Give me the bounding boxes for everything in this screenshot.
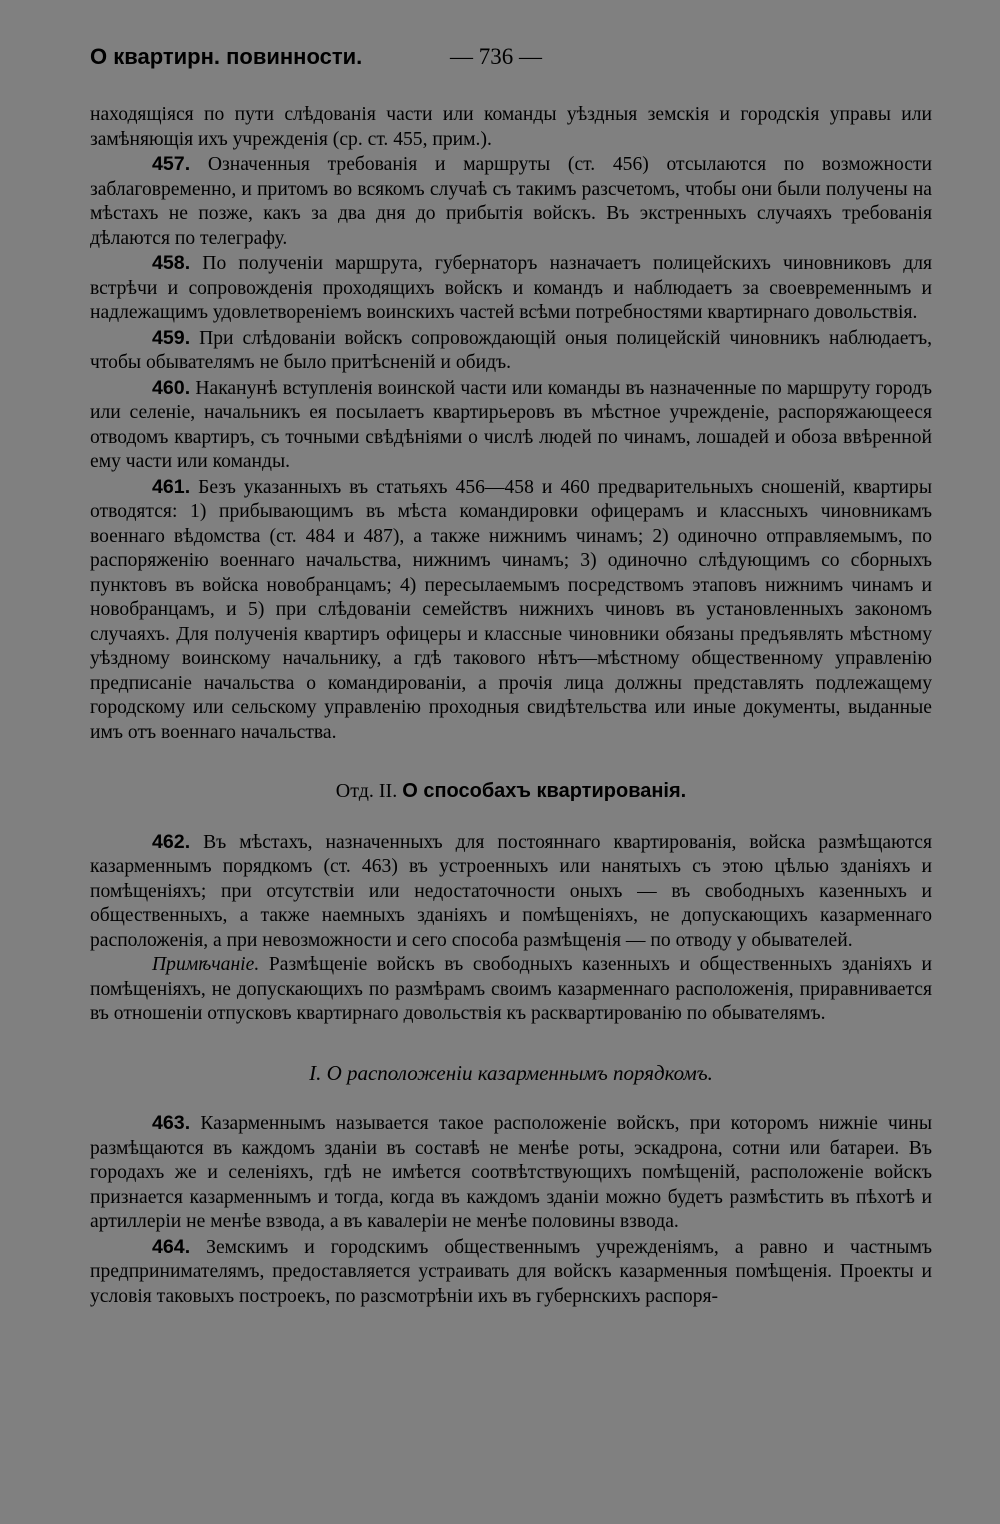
paragraph-text: Казарменнымъ называется такое расположеніе войскъ, при которомъ нижніе чины размѣщаются въ каждомъ зданіи въ составѣ не менѣе роты, эскадрона, сотни или батареи. Въ городахъ же и селеніяхъ, гдѣ не имѣется соотвѣтствующихъ помѣщеній, расположеніе войскъ признается казарменнымъ и тогда, когда въ каждомъ зданіи можно будетъ размѣстить въ пѣхотѣ и артиллеріи не менѣе взвода, а въ кавалеріи не менѣе половины взвода. [90,1113,932,1232]
article-458 [90,251,932,326]
article-462 [90,830,932,954]
section-title: О способахъ квартированія. [402,780,687,802]
subsection-heading: I. О расположеніи казарменнымъ порядкомъ. [309,1060,713,1085]
body-text [90,103,932,1309]
page-header [90,44,930,76]
note-paragraph [90,953,932,1027]
paragraph-text: Означенныя требованія и маршруты (ст. 456) отсылаются по возможности заблаговременно, и притомъ во всякомъ случаѣ съ такимъ разсчетомъ, чтобы они были получены на мѣстахъ не позже, какъ за два дня до прибытія войскъ. Въ экстренныхъ случаяхъ требованія дѣлаются по телеграфу. [90,154,932,249]
article-number: 463. [152,1112,191,1134]
paragraph-text: Безъ указанныхъ въ статьяхъ 456—458 и 460 предварительныхъ сношеній, квартиры отводятся: 1) прибывающимъ въ мѣста командировки офицерамъ и классныхъ чиновникамъ военнаго вѣдомства (ст. 484 и 487), а также нижнимъ чинамъ; 2) одиночно отправляемымъ, по распоряженію военнаго начальства, нижнимъ чинамъ; 3) одиночно слѣдующимъ со сборныхъ пунктовъ въ войска новобранцамъ; 4) пересылаемымъ посредствомъ этаповъ нижнимъ чинамъ и новобранцамъ, и 5) при слѣдованіи семействъ нижнихъ чиновъ въ установленныхъ закономъ случаяхъ. Для полученія квартиръ офицеры и классные чиновники обязаны предъявлять мѣстному уѣздному воинскому начальнику, а гдѣ такового нѣтъ—мѣстному общественному управленію предписаніе начальства о командированіи, а прочія лица должны представлять подлежащему городскому или сельскому управленію проходныя свидѣтельства или иные документы, выданные имъ отъ военнаго начальства. [90,476,932,743]
paragraph-continued [90,103,932,152]
section-heading [90,779,932,804]
page-number: — 736 — [450,44,542,69]
article-464 [90,1235,932,1310]
article-463 [90,1111,932,1235]
note-label: Примѣчаніе. [152,954,260,975]
article-number: 458. [152,252,191,274]
paragraph-text: Размѣщеніе войскъ въ свободныхъ казенныхъ и общественныхъ зданіяхъ и помѣщеніяхъ, не допускающихъ по размѣрамъ своимъ казарменнаго расположенія, приравнивается въ отношеніи отпусковъ квартирнаго довольствія къ расквартированію по обывателямъ. [90,954,932,1024]
article-461 [90,475,932,746]
paragraph-text: Наканунѣ вступленія воинской части или команды въ назначенные по маршруту городъ или селеніе, начальникъ ея посылаетъ квартирьеровъ въ мѣстное учрежденіе, распоряжающееся отводомъ квартиръ, съ точными свѣдѣніями о числѣ людей по чинамъ, лошадей и обоза ввѣренной ему части или команды. [90,377,932,472]
paragraph-text: По полученіи маршрута, губернаторъ назначаетъ полицейскихъ чиновниковъ для встрѣчи и сопровожденія проходящихъ войскъ и командъ и наблюдаетъ за своевременнымъ и надлежащимъ удовлетвореніемъ воинскихъ частей всѣми потребностями квартирнаго довольствія. [90,253,932,323]
article-number: 461. [152,475,191,498]
article-460 [90,376,932,475]
article-number: 459. [152,326,191,349]
article-number: 460. [152,376,191,399]
paragraph-text: При слѣдованіи войскъ сопровождающій оныя полицейскій чиновникъ наблюдаетъ, чтобы обывателямъ не было притѣсненій и обидъ. [90,327,932,373]
article-457 [90,152,932,251]
article-number: 462. [152,830,191,853]
article-number: 464. [152,1235,191,1258]
running-title: О квартирн. повинности. [90,44,363,69]
article-number: 457. [152,153,191,175]
article-459 [90,326,932,376]
paragraph-text: Въ мѣстахъ, назначенныхъ для постояннаго квартированія, войска размѣщаются казарменнымъ порядкомъ (ст. 463) въ устроенныхъ или нанятыхъ съ этою цѣлью зданіяхъ и помѣщеніяхъ; при отсутствіи или недостаточности оныхъ — въ свободныхъ казенныхъ и общественныхъ, а также наемныхъ зданіяхъ и помѣщеніяхъ, не допускающихъ казарменнаго расположенія, а при невозможности и сего способа размѣщенія — по отводу у обывателей. [90,831,932,951]
paragraph-text: Земскимъ и городскимъ общественнымъ учрежденіямъ, а равно и частнымъ предпринимателямъ, предоставляется устраивать для войскъ казарменныя помѣщенія. Проекты и условія таковыхъ построекъ, по разсмотрѣніи ихъ въ губернскихъ распоря- [90,1236,932,1307]
paragraph-text: находящіяся по пути слѣдованія части или команды уѣздныя земскія и городскія управы или замѣняющія ихъ учрежденія (ср. ст. 455, прим.). [90,104,932,150]
section-prefix: Отд. II. [335,780,398,802]
